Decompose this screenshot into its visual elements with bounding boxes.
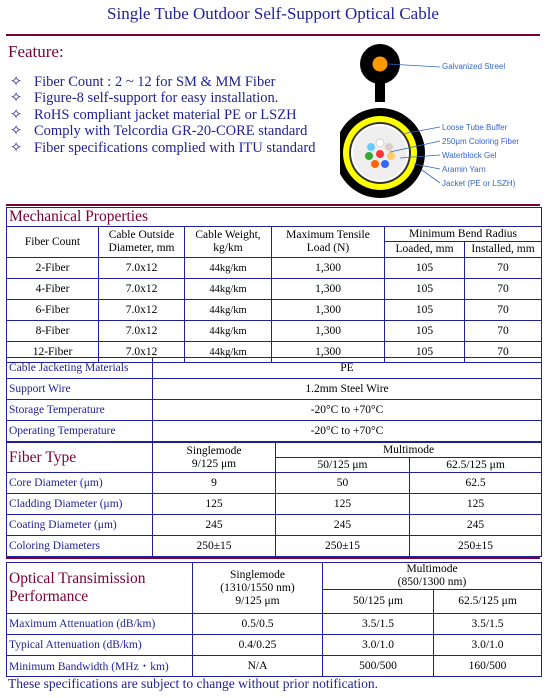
section-divider [6, 204, 540, 206]
feature-item: ✧ Fiber Count : 2 ~ 12 for SM & MM Fiber [10, 74, 276, 90]
col-mm-62: 62.5/125 μm [434, 590, 542, 614]
table-row: 4-Fiber 7.0x12 44kg/km 1,300 105 70 [7, 279, 542, 300]
label-aramid-yarn: Aramin Yarn [442, 165, 486, 174]
fiber [371, 160, 379, 168]
col-mm-62: 62.5/125 μm [410, 458, 542, 473]
footer-note: These specifications are subject to change without prior notification. [8, 676, 379, 691]
fiber [385, 143, 393, 151]
web-neck [375, 80, 385, 102]
col-loaded: Loaded, mm [385, 242, 465, 258]
fiber [387, 152, 395, 160]
table-row: 6-Fiber 7.0x12 44kg/km 1,300 105 70 [7, 300, 542, 321]
fiber [365, 152, 373, 160]
label-loose-tube: Loose Tube Buffer [442, 123, 508, 132]
fiber [367, 143, 375, 151]
bullet-icon: ✧ [10, 123, 23, 140]
bullet-icon: ✧ [10, 139, 23, 156]
table-row: Core Diameter (μm) 9 50 62.5 [7, 473, 542, 494]
title-divider [6, 34, 540, 36]
col-tensile-load: Maximum Tensile Load (N) [272, 227, 385, 258]
col-bend-radius: Minimum Bend Radius [385, 227, 542, 242]
table-row: Cladding Diameter (μm) 125 125 125 [7, 494, 542, 515]
table-row: Coating Diameter (μm) 245 245 245 [7, 515, 542, 536]
section-divider [6, 557, 540, 559]
col-fiber-count: Fiber Count [7, 227, 99, 258]
bullet-icon: ✧ [10, 90, 23, 107]
col-mm-50: 50/125 μm [323, 590, 434, 614]
feature-item: ✧ Figure-8 self-support for easy installation. [10, 90, 279, 107]
fiber [376, 150, 384, 158]
table-row: 8-Fiber 7.0x12 44kg/km 1,300 105 70 [7, 321, 542, 342]
label-waterblock-gel: Waterblock Gel [442, 151, 497, 160]
label-galvanized-steel: Galvanized Streel [442, 62, 506, 71]
feature-list [10, 74, 315, 156]
col-outside-diameter: Cable Outside Diameter, mm [99, 227, 185, 258]
col-singlemode: Singlemode (1310/1550 nm) 9/125 μm [193, 563, 323, 614]
col-cable-weight: Cable Weight, kg/km [185, 227, 272, 258]
table-row: Minimum Bandwidth (MHz・km) N/A 500/500 160/500 [7, 656, 542, 677]
fiber-type-heading: Fiber Type [7, 443, 153, 473]
col-multimode: Multimode (850/1300 nm) [323, 563, 542, 590]
optical-performance-table [6, 562, 542, 677]
col-singlemode: Singlemode 9/125 μm [153, 443, 276, 473]
col-mm-50: 50/125 μm [276, 458, 410, 473]
steel-wire [373, 57, 388, 72]
feature-item: ✧ RoHS compliant jacket material PE or LSZH [10, 106, 297, 123]
fiber [381, 160, 389, 168]
mechanical-heading: Mechanical Properties [7, 208, 542, 227]
table-row: Operating Temperature -20°C to +70°C [7, 421, 542, 442]
feature-item: ✧ Fiber specifications complied with ITU standard [10, 139, 316, 156]
feature-item: ✧ Comply with Telcordia GR-20-CORE standard [10, 123, 308, 140]
table-row: 12-Fiber 7.0x12 44kg/km 1,300 105 70 [7, 342, 542, 363]
bullet-icon: ✧ [10, 74, 23, 90]
bullet-icon: ✧ [10, 106, 23, 123]
table-row: Storage Temperature -20°C to +70°C [7, 400, 542, 421]
table-row: Support Wire 1.2mm Steel Wire [7, 379, 542, 400]
optical-heading: Optical Transimission Performance [7, 563, 193, 614]
col-multimode: Multimode [276, 443, 542, 458]
cable-properties-table [6, 357, 542, 442]
page-title: Single Tube Outdoor Self-Support Optical Cable [107, 4, 439, 23]
table-row: Coloring Diameters 250±15 250±15 250±15 [7, 536, 542, 557]
table-row: Cable Jacketing Materials PE [7, 358, 542, 379]
label-coloring-fiber: 250μm Coloring Fiber [442, 137, 520, 146]
fiber [376, 139, 384, 147]
fiber-type-table [6, 442, 542, 557]
table-row: 2-Fiber 7.0x12 44kg/km 1,300 105 70 [7, 258, 542, 279]
mechanical-properties-table [6, 207, 542, 363]
feature-heading: Feature: [8, 42, 64, 61]
table-row: Maximum Attenuation (dB/km) 0.5/0.5 3.5/1.5 3.5/1.5 [7, 614, 542, 635]
label-jacket: Jacket (PE or LSZH) [442, 179, 516, 188]
col-installed: Installed, mm [465, 242, 542, 258]
table-row: Typical Attenuation (dB/km) 0.4/0.25 3.0/1.0 3.0/1.0 [7, 635, 542, 656]
cable-cross-section-diagram [340, 40, 546, 208]
